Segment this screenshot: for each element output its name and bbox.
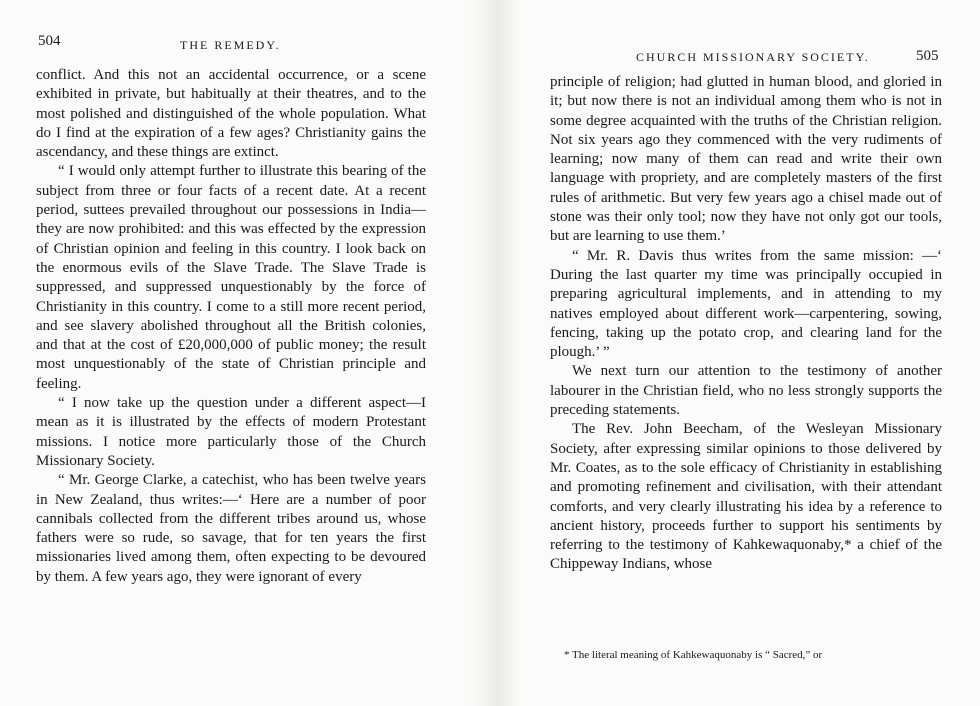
left-running-head: THE REMEDY.: [180, 38, 281, 52]
left-paragraph-1: conflict. And this not an accidental occurrence, or a scene exhibited in private, but habitually at their theatres, and to the most polished and distinguished of the whole population. What do I find at the expiration of a few ages? Christianity gains the ascendancy, and these things are extinct.: [36, 67, 426, 161]
right-paragraph-4: The Rev. John Beecham, of the Wesleyan Missionary Society, after expressing similar opinions to those delivered by Mr. Coates, as to the sole efficacy of Christianity in establishing and promoting refinement and civilisation, with their attendant comforts, and very clearly illustrating his idea by a reference to ancient history, proceeds further to support his sentiments by referring to the testimony of Kahkewaquonaby,* a chief of the Chippeway Indians, whose: [550, 421, 942, 573]
footnote: * The literal meaning of Kahkewaquonaby is “ Sacred,” or: [564, 649, 823, 661]
left-body-text: [36, 66, 426, 587]
right-paragraph-3: We next turn our attention to the testimony of another labourer in the Christian field, who no less strongly supports the preceding statements.: [550, 363, 942, 419]
left-paragraph-3: “ I now take up the question under a different aspect—I mean as it is illustrated by the effects of modern Protestant missions. I notice more particularly those of the Church Missionary Society.: [36, 395, 426, 469]
right-running-head: CHURCH MISSIONARY SOCIETY.: [636, 50, 870, 64]
book-gutter: [470, 0, 520, 706]
left-paragraph-2: “ I would only attempt further to illustrate this bearing of the subject from three or four facts of a recent date. At a recent period, suttees prevailed throughout our possessions in India—they are now prohibited: and this was effected by the expression of Christian opinion and feeling in this country. I look back on the enormous evils of the Slave Trade. The Slave Trade is suppressed, and suppressed unquestionably by the force of Christianity in this country. I come to a still more recent period, and see slavery abolished throughout all the British colonies, and that at the cost of £20,000,000 of public money; the result most unquestionably of the state of Christian principle and feeling.: [36, 163, 426, 392]
left-paragraph-4: “ Mr. George Clarke, a catechist, who has been twelve years in New Zealand, thus writes:—‘ Here are a number of poor cannibals collected from the different tribes around us, whose fathers were so rude, so savage, that for ten years the first missionaries lived among them, often expecting to be devoured by them. A few years ago, they were ignorant of every: [36, 472, 426, 585]
right-page-number: 505: [916, 48, 939, 64]
left-page-number: 504: [38, 33, 61, 49]
right-page: [520, 0, 980, 706]
right-body-text: [550, 73, 942, 575]
right-paragraph-1: principle of religion; had glutted in human blood, and gloried in it; but now there is not an individual among them who is not in some degree acquainted with the truths of the Christian religion. Not six years ago they commenced with the very rudiments of learning; now many of them can read and write their own language with propriety, and are completely masters of the first rules of arithmetic. But very few years ago a chisel made out of stone was their only tool; now they have not only got our tools, but are learning to use them.’: [550, 74, 942, 245]
right-paragraph-2: “ Mr. R. Davis thus writes from the same mission: —‘ During the last quarter my time was principally occupied in preparing agricultural implements, and in attending to my natives employed about different work—carpentering, sowing, fencing, taking up the potato crop, and clearing land for the plough.’ ”: [550, 247, 942, 361]
left-page: [0, 0, 470, 706]
